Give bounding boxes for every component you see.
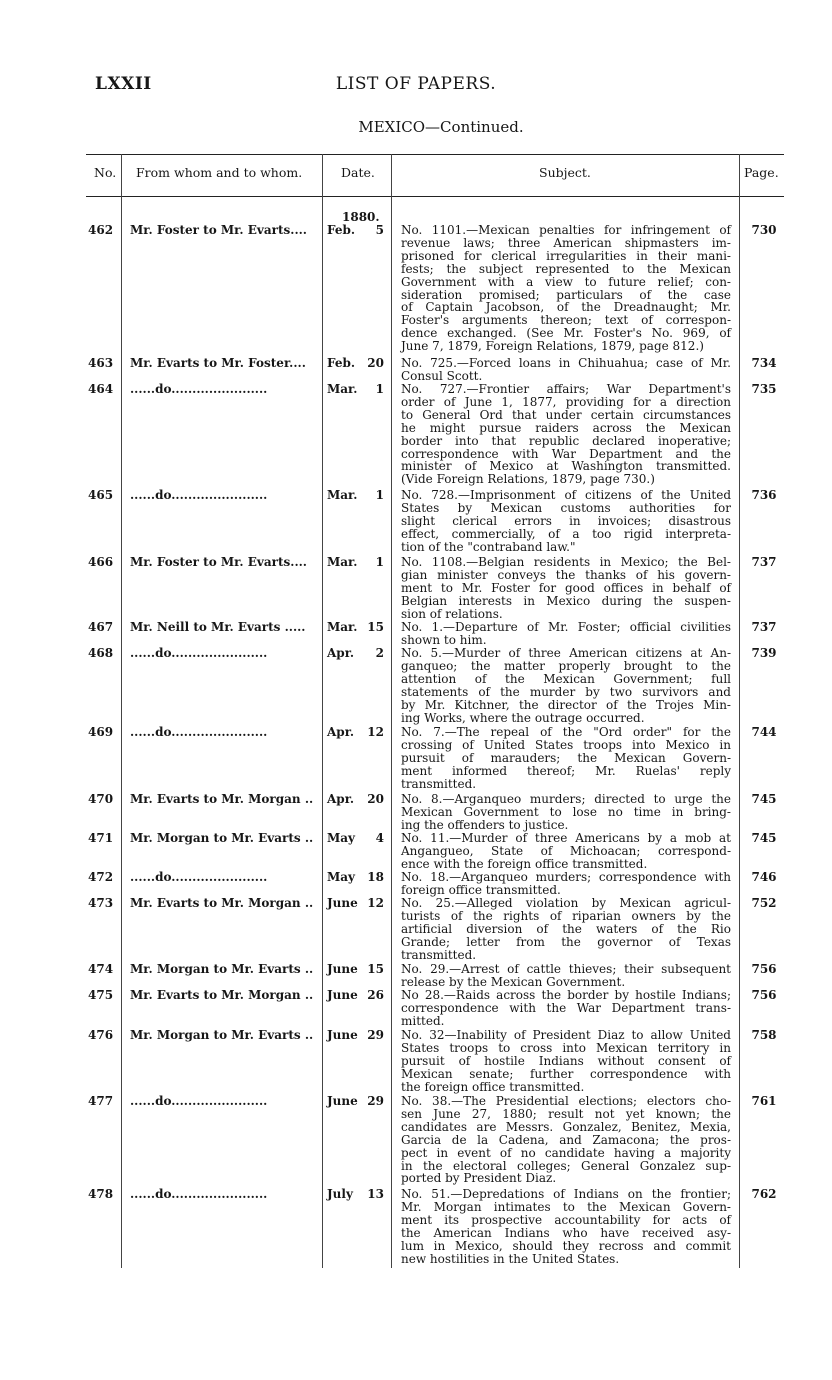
row-date xyxy=(327,489,384,502)
row-date-month: May xyxy=(327,870,356,884)
row-page: 739 xyxy=(751,646,777,660)
row-from-to: ......do....................... xyxy=(130,1094,268,1108)
row-subject xyxy=(401,897,731,962)
row-page: 758 xyxy=(751,1028,777,1042)
row-subject-line: ing Works, where the outrage occurred. xyxy=(401,710,645,725)
row-date-day: 13 xyxy=(367,1187,384,1201)
row-number: 471 xyxy=(88,831,114,845)
row-subject-line: No. 1.—Departure of Mr. Foster; official civilities xyxy=(401,620,731,634)
row-subject-line: border into that republic declared inoperative; xyxy=(401,433,731,448)
row-date xyxy=(327,1029,384,1042)
row-number: 470 xyxy=(88,792,114,806)
row-subject-line: ing the offenders to justice. xyxy=(401,817,569,832)
row-subject-line: No. 727.—Frontier affairs; War Department's xyxy=(401,382,731,396)
row-number: 463 xyxy=(88,356,114,370)
row-date xyxy=(327,647,384,660)
row-subject-line: correspondence with War Department and the xyxy=(401,446,731,461)
row-date-day: 12 xyxy=(367,725,384,739)
row-subject-line: No. 51.—Depredations of Indians on the frontier; xyxy=(401,1187,731,1201)
row-date xyxy=(327,224,384,237)
row-subject-line: No. 5.—Murder of three American citizens at An- xyxy=(401,646,731,660)
row-page: 762 xyxy=(751,1187,777,1201)
row-subject-line: No. 7.—The repeal of the "Ord order" for the xyxy=(401,725,731,739)
row-number: 465 xyxy=(88,488,114,502)
row-page: 744 xyxy=(751,725,777,739)
row-subject-line: dence exchanged. (See Mr. Foster's No. 969, of xyxy=(401,326,731,341)
row-date xyxy=(327,871,384,884)
row-subject-line: pect in event of no candidate having a majority xyxy=(401,1145,731,1160)
row-subject-line: order of June 1, 1877, providing for a direction xyxy=(401,394,731,409)
row-date-month: June xyxy=(327,1094,358,1108)
row-subject-line: in the electoral colleges; General Gonzalez sup- xyxy=(401,1158,731,1173)
row-date-day: 29 xyxy=(367,1028,384,1042)
row-number: 476 xyxy=(88,1028,114,1042)
table-header-rule xyxy=(86,196,784,197)
row-number: 473 xyxy=(88,896,114,910)
row-subject-line: foreign office transmitted. xyxy=(401,882,561,897)
row-number: 469 xyxy=(88,725,114,739)
row-subject-line: No. 25.—Alleged violation by Mexican agricul- xyxy=(401,896,731,910)
column-header-subject: Subject. xyxy=(539,165,591,180)
row-subject-line: Garcia de la Cadena, and Zamacona; the pros- xyxy=(401,1132,731,1147)
row-subject-line: No. 11.—Murder of three Americans by a mob at xyxy=(401,831,731,845)
row-subject-line: correspondence with the War Department trans- xyxy=(401,1000,731,1015)
row-subject-line: No. 8.—Arganqueo murders; directed to urge the xyxy=(401,792,731,806)
page-title: LIST OF PAPERS. xyxy=(335,74,497,94)
row-page: 756 xyxy=(751,988,777,1002)
row-date-day: 20 xyxy=(367,356,384,370)
row-number: 467 xyxy=(88,620,114,634)
row-date-day: 29 xyxy=(367,1094,384,1108)
row-date-day: 12 xyxy=(367,896,384,910)
row-subject-line: candidates are Messrs. Gonzalez, Benitez, Mexia, xyxy=(401,1119,731,1134)
row-from-to: ......do....................... xyxy=(130,488,268,502)
column-header-from: From whom and to whom. xyxy=(136,165,303,180)
row-subject-line: ment to Mr. Foster for good offices in behalf of xyxy=(401,580,731,595)
row-subject xyxy=(401,224,731,353)
row-subject-line: new hostilities in the United States. xyxy=(401,1251,620,1266)
row-subject xyxy=(401,489,731,554)
row-subject-line: ment its prospective accountability for acts of xyxy=(401,1212,731,1227)
row-date xyxy=(327,793,384,806)
row-subject-line: effect, commercially, of a too rigid interpreta- xyxy=(401,526,731,541)
row-subject-line: Government with a view to future relief; con- xyxy=(401,274,731,289)
row-subject-line: turists of the rights of riparian owners by the xyxy=(401,908,731,923)
row-subject-line: slight clerical errors in invoices; disastrous xyxy=(401,513,731,528)
row-from-to: ......do....................... xyxy=(130,382,268,396)
column-divider xyxy=(739,154,740,1268)
row-date-day: 15 xyxy=(367,962,384,976)
row-subject-line: the American Indians who have received asy- xyxy=(401,1225,731,1240)
row-subject-line: No. 728.—Imprisonment of citizens of the United xyxy=(401,488,731,502)
row-date-month: June xyxy=(327,1028,358,1042)
row-page: 746 xyxy=(751,870,777,884)
row-subject-line: Mexican senate; further correspondence with xyxy=(401,1066,731,1081)
row-subject xyxy=(401,989,731,1028)
column-header-date: Date. xyxy=(341,165,375,180)
row-number: 468 xyxy=(88,646,114,660)
row-subject-line: minister of Mexico at Washington transmitted. xyxy=(401,459,731,474)
row-date xyxy=(327,832,384,845)
row-date-month: Apr. xyxy=(327,792,355,806)
row-subject-line: States by Mexican customs authorities for xyxy=(401,500,731,515)
row-subject-line: No. 29.—Arrest of cattle thieves; their subsequent xyxy=(401,962,731,976)
row-page: 730 xyxy=(751,223,777,237)
row-subject-line: pursuit of marauders; the Mexican Govern- xyxy=(401,750,731,765)
row-subject-line: gian minister conveys the thanks of his govern- xyxy=(401,567,731,582)
row-subject-line: No. 32—Inability of President Diaz to allow United xyxy=(401,1028,731,1042)
row-page: 745 xyxy=(751,831,777,845)
row-date-day: 18 xyxy=(367,870,384,884)
row-number: 475 xyxy=(88,988,114,1002)
page-number: LXXII xyxy=(95,74,152,94)
row-date xyxy=(327,726,384,739)
row-subject-line: pursuit of hostile Indians without consent of xyxy=(401,1053,731,1068)
row-subject-line: transmitted. xyxy=(401,776,477,791)
row-from-to: Mr. Evarts to Mr. Morgan .. xyxy=(130,988,314,1002)
row-subject-line: release by the Mexican Government. xyxy=(401,974,626,989)
row-subject-line: sen June 27, 1880; result not yet known; the xyxy=(401,1106,731,1121)
row-number: 462 xyxy=(88,223,114,237)
table-top-rule xyxy=(86,154,784,155)
row-subject-line: to General Ord that under certain circumstances xyxy=(401,407,731,422)
row-subject-line: No. 1108.—Belgian residents in Mexico; the Bel- xyxy=(401,555,731,569)
row-date-day: 26 xyxy=(367,988,384,1002)
row-date-day: 5 xyxy=(375,223,384,237)
row-date xyxy=(327,1188,384,1201)
row-subject-line: ganqueo; the matter properly brought to the xyxy=(401,658,731,673)
row-from-to: Mr. Foster to Mr. Evarts.... xyxy=(130,555,307,569)
row-date-month: Feb. xyxy=(327,223,356,237)
row-subject-line: No. 1101.—Mexican penalties for infringement of xyxy=(401,223,731,237)
row-subject-line: mitted. xyxy=(401,1013,445,1028)
row-date-month: Mar. xyxy=(327,382,358,396)
row-subject xyxy=(401,832,731,871)
row-from-to: ......do....................... xyxy=(130,646,268,660)
row-date-day: 1 xyxy=(375,382,384,396)
row-date xyxy=(327,621,384,634)
row-subject-line: ported by President Diaz. xyxy=(401,1171,557,1186)
row-page: 735 xyxy=(751,382,777,396)
column-divider xyxy=(322,154,323,1268)
column-header-no: No. xyxy=(94,165,117,180)
row-subject-line: Consul Scott. xyxy=(401,368,483,383)
row-subject-line: sideration promised; particulars of the case xyxy=(401,287,731,302)
row-subject-line: Foster's arguments thereon; text of correspon- xyxy=(401,313,731,328)
row-subject-line: No. 38.—The Presidential elections; electors cho- xyxy=(401,1094,731,1108)
row-subject xyxy=(401,556,731,621)
row-date-month: Feb. xyxy=(327,356,356,370)
row-from-to: Mr. Evarts to Mr. Foster.... xyxy=(130,356,306,370)
row-number: 474 xyxy=(88,962,114,976)
row-date xyxy=(327,1095,384,1108)
row-subject-line: he might pursue raiders across the Mexican xyxy=(401,420,731,435)
row-subject xyxy=(401,963,731,989)
row-from-to: Mr. Neill to Mr. Evarts ..... xyxy=(130,620,306,634)
row-date-day: 1 xyxy=(375,555,384,569)
row-date xyxy=(327,897,384,910)
row-subject xyxy=(401,726,731,791)
row-date-month: June xyxy=(327,962,358,976)
row-subject-line: of Captain Jacobson, of the Dreadnaught; Mr. xyxy=(401,300,731,315)
row-subject-line: fests; the subject represented to the Mexican xyxy=(401,261,731,276)
row-subject xyxy=(401,871,731,897)
row-date-month: July xyxy=(327,1187,353,1201)
row-from-to: Mr. Morgan to Mr. Evarts .. xyxy=(130,962,314,976)
row-subject-line: transmitted. xyxy=(401,947,477,962)
row-subject-line: Angangueo, State of Michoacan; correspond- xyxy=(401,843,731,858)
row-date xyxy=(327,989,384,1002)
row-subject-line: statements of the murder by two survivors and xyxy=(401,684,731,699)
row-subject xyxy=(401,621,731,647)
row-date-month: Apr. xyxy=(327,725,355,739)
row-subject xyxy=(401,1188,731,1265)
row-number: 466 xyxy=(88,555,114,569)
row-page: 761 xyxy=(751,1094,777,1108)
row-subject-line: Mexican Government to lose no time in bring- xyxy=(401,804,731,819)
row-page: 745 xyxy=(751,792,777,806)
row-subject-line: tion of the "contraband law." xyxy=(401,539,576,554)
row-subject-line: States troops to cross into Mexican territory in xyxy=(401,1040,731,1055)
row-date-month: Mar. xyxy=(327,620,358,634)
year-label: 1880. xyxy=(342,210,380,224)
row-subject-line: sion of relations. xyxy=(401,606,503,621)
row-page: 736 xyxy=(751,488,777,502)
row-subject-line: shown to him. xyxy=(401,632,487,647)
row-date-day: 15 xyxy=(367,620,384,634)
row-date-month: Mar. xyxy=(327,555,358,569)
row-date-day: 1 xyxy=(375,488,384,502)
row-subject xyxy=(401,383,731,486)
row-date-month: May xyxy=(327,831,356,845)
row-from-to: ......do....................... xyxy=(130,725,268,739)
row-subject-line: June 7, 1879, Foreign Relations, 1879, page 812.) xyxy=(401,339,704,354)
row-date-month: June xyxy=(327,988,358,1002)
row-subject-line: prisoned for clerical irregularities in their mani- xyxy=(401,248,731,263)
row-subject-line: crossing of United States troops into Mexico in xyxy=(401,737,731,752)
section-title: MEXICO—Continued. xyxy=(358,118,524,136)
row-from-to: Mr. Foster to Mr. Evarts.... xyxy=(130,223,307,237)
row-page: 756 xyxy=(751,962,777,976)
row-date-day: 4 xyxy=(375,831,384,845)
row-subject xyxy=(401,357,731,383)
row-page: 737 xyxy=(751,555,777,569)
row-page: 737 xyxy=(751,620,777,634)
row-subject xyxy=(401,1029,731,1094)
row-subject-line: (Vide Foreign Relations, 1879, page 730.) xyxy=(401,472,655,487)
row-from-to: Mr. Evarts to Mr. Morgan .. xyxy=(130,792,314,806)
row-date-month: Mar. xyxy=(327,488,358,502)
row-subject-line: No 28.—Raids across the border by hostile Indians; xyxy=(401,988,731,1002)
row-number: 478 xyxy=(88,1187,114,1201)
column-divider xyxy=(121,154,122,1268)
row-date xyxy=(327,357,384,370)
row-date-day: 20 xyxy=(367,792,384,806)
row-from-to: ......do....................... xyxy=(130,1187,268,1201)
row-date xyxy=(327,556,384,569)
row-from-to: ......do....................... xyxy=(130,870,268,884)
row-date-day: 2 xyxy=(375,646,384,660)
row-subject-line: No. 725.—Forced loans in Chihuahua; case of Mr. xyxy=(401,356,731,370)
column-header-page: Page. xyxy=(744,165,779,180)
row-date xyxy=(327,383,384,396)
row-from-to: Mr. Evarts to Mr. Morgan .. xyxy=(130,896,314,910)
row-subject-line: Mr. Morgan intimates to the Mexican Govern- xyxy=(401,1199,731,1214)
row-subject xyxy=(401,793,731,832)
row-page: 752 xyxy=(751,896,777,910)
row-subject-line: attention of the Mexican Government; full xyxy=(401,671,731,686)
row-subject xyxy=(401,1095,731,1185)
row-from-to: Mr. Morgan to Mr. Evarts .. xyxy=(130,831,314,845)
row-subject-line: No. 18.—Arganqueo murders; correspondence with xyxy=(401,870,731,884)
row-subject xyxy=(401,647,731,724)
row-subject-line: Belgian interests in Mexico during the suspen- xyxy=(401,593,731,608)
row-subject-line: Grande; letter from the governor of Texas xyxy=(401,934,731,949)
row-date xyxy=(327,963,384,976)
row-subject-line: ment informed thereof; Mr. Ruelas' reply xyxy=(401,763,731,778)
row-number: 477 xyxy=(88,1094,114,1108)
row-date-month: June xyxy=(327,896,358,910)
row-number: 464 xyxy=(88,382,114,396)
row-subject-line: artificial diversion of the waters of the Rio xyxy=(401,921,731,936)
column-divider xyxy=(391,154,392,1268)
row-subject-line: revenue laws; three American shipmasters im- xyxy=(401,235,731,250)
row-subject-line: lum in Mexico, should they recross and commit xyxy=(401,1238,731,1253)
row-subject-line: the foreign office transmitted. xyxy=(401,1079,585,1094)
row-from-to: Mr. Morgan to Mr. Evarts .. xyxy=(130,1028,314,1042)
row-subject-line: by Mr. Kitchner, the director of the Trojes Min- xyxy=(401,697,731,712)
row-subject-line: ence with the foreign office transmitted. xyxy=(401,856,648,871)
row-number: 472 xyxy=(88,870,114,884)
row-date-month: Apr. xyxy=(327,646,355,660)
row-page: 734 xyxy=(751,356,777,370)
